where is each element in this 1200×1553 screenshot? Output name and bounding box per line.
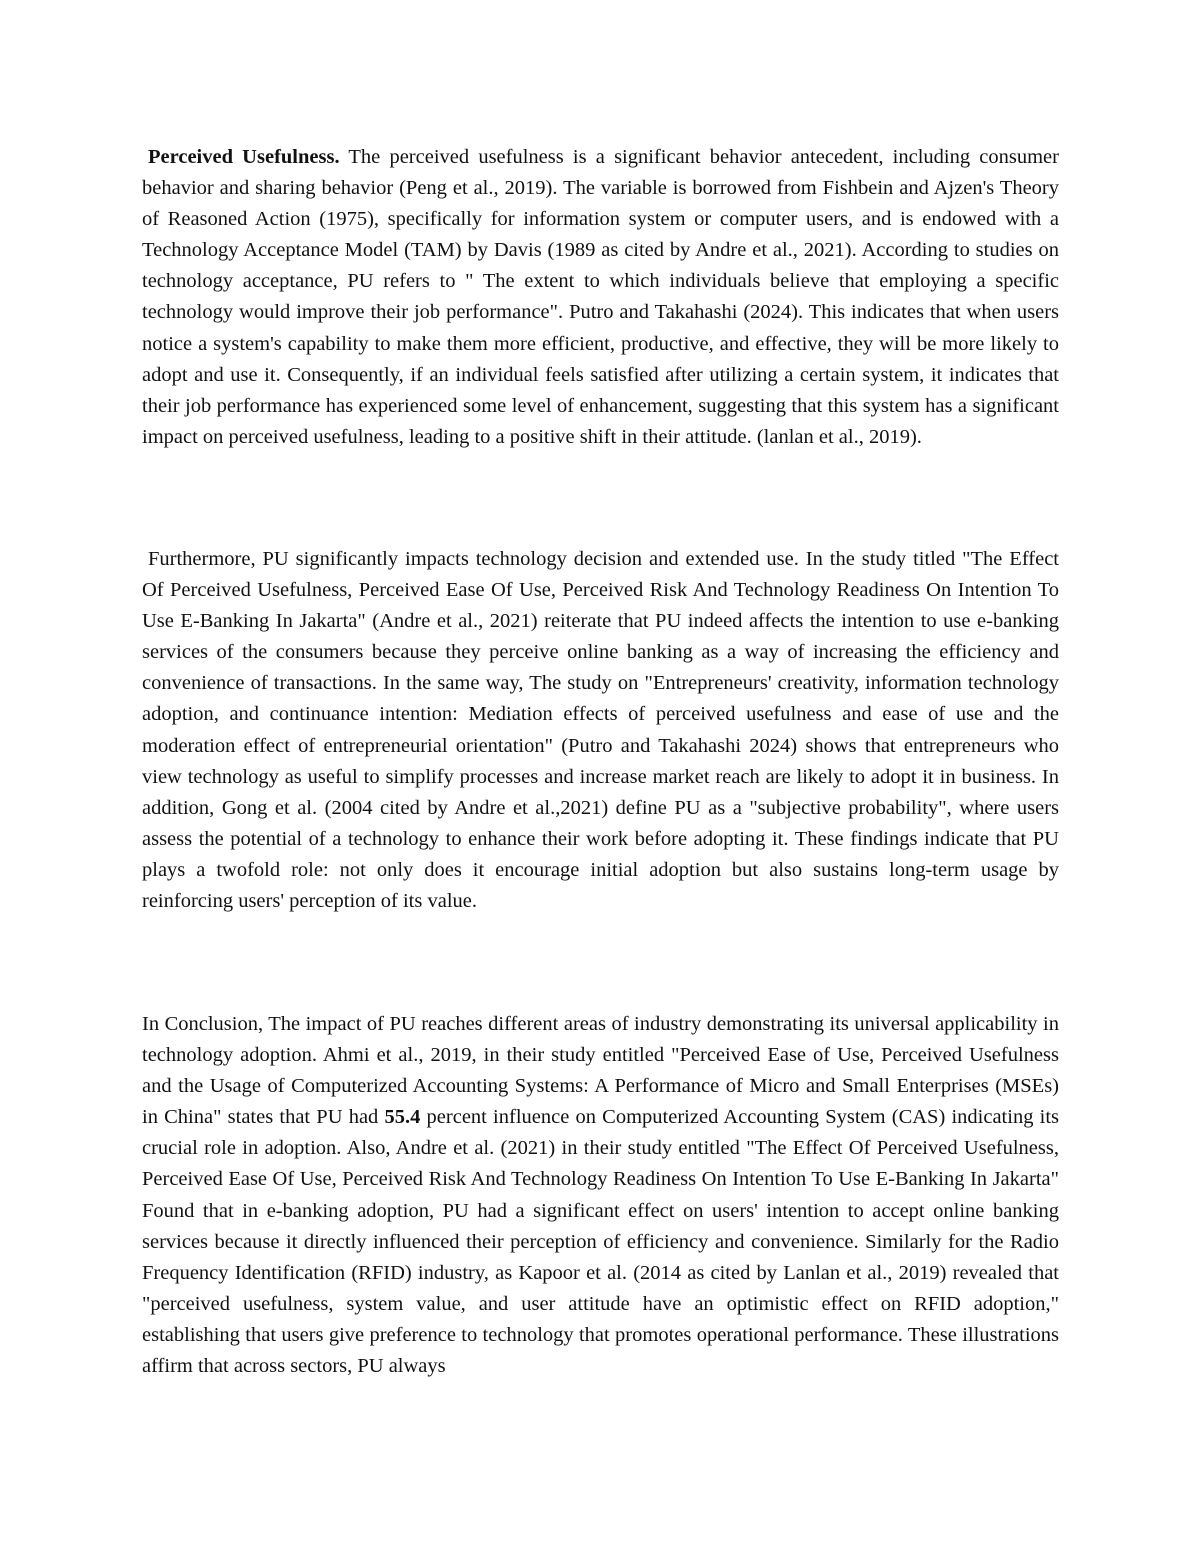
paragraph-text: The perceived usefulness is a significant behavior antecedent, including consumer behavior and sharing behavior (Peng et al., 2019). The variable is borrowed from Fishbein and Ajzen's Theory of Reasoned Action (1975), specifically for information system or computer users, and is endowed with a Technology Acceptance Model (TAM) by Davis (1989 as cited by Andre et al., 2021). According to studies on technology acceptance, PU refers to " The extent to which individuals believe that employing a specific technology would improve their job performance". Putro and Takahashi (2024). This indicates that when users notice a system's capability to make them more efficient, productive, and effective, they will be more likely to adopt and use it. Consequently, if an individual feels satisfied after utilizing a certain system, it indicates that their job performance has experienced some level of enhancement, suggesting that this system has a significant impact on perceived usefulness, leading to a positive shift in their attitude. (lanlan et al., 2019). [142, 146, 1059, 448]
paragraph-text: Furthermore, PU significantly impacts technology decision and extended use. In the study titled "The Effect Of Perceived Usefulness, Perceived Ease Of Use, Perceived Risk And Technology Readiness On Intention To Use E-Banking In Jakarta" (Andre et al., 2021) reiterate that PU indeed affects the intention to use e-banking services of the consumers because they perceive online banking as a way of increasing the efficiency and convenience of transactions. In the same way, The study on "Entrepreneurs' creativity, information technology adoption, and continuance intention: Mediation effects of perceived usefulness and ease of use and the moderation effect of entrepreneurial orientation" (Putro and Takahashi 2024) shows that entrepreneurs who view technology as useful to simplify processes and increase market reach are likely to adopt it in business. In addition, Gong et al. (2004 cited by Andre et al.,2021) define PU as a "subjective probability", where users assess the potential of a technology to enhance their work before adopting it. These findings indicate that PU plays a twofold role: not only does it encourage initial adoption but also sustains long-term usage by reinforcing users' perception of its value. [142, 548, 1059, 913]
paragraph-conclusion [142, 1009, 1059, 1382]
paragraph-text: In Conclusion, The impact of PU reaches different areas of industry demonstrating its universal applicability in technology adoption. Ahmi et al., 2019, in their study entitled "Perceived Ease of Use, Perceived Usefulness and the Usage of Computerized Accounting Systems: A Performance of Micro and Small Enterprises (MSEs) in China" states that PU had [142, 1013, 1059, 1129]
term-heading: Perceived Usefulness. [148, 146, 340, 168]
paragraph-furthermore [142, 544, 1059, 917]
paragraph-perceived-usefulness [142, 142, 1059, 453]
paragraph-text: percent influence on Computerized Accounting System (CAS) indicating its crucial role in adoption. Also, Andre et al. (2021) in their study entitled "The Effect Of Perceived Usefulness, Perceived Ease Of Use, Perceived Risk And Technology Readiness On Intention To Use E-Banking In Jakarta" Found that in e-banking adoption, PU had a significant effect on users' intention to accept online banking services because it directly influenced their perception of efficiency and convenience. Similarly for the Radio Frequency Identification (RFID) industry, as Kapoor et al. (2014 as cited by Lanlan et al., 2019) revealed that "perceived usefulness, system value, and user attitude have an optimistic effect on RFID adoption," establishing that users give preference to technology that promotes operational performance. These illustrations affirm that across sectors, PU always [142, 1106, 1059, 1378]
statistic-value: 55.4 [384, 1106, 421, 1129]
